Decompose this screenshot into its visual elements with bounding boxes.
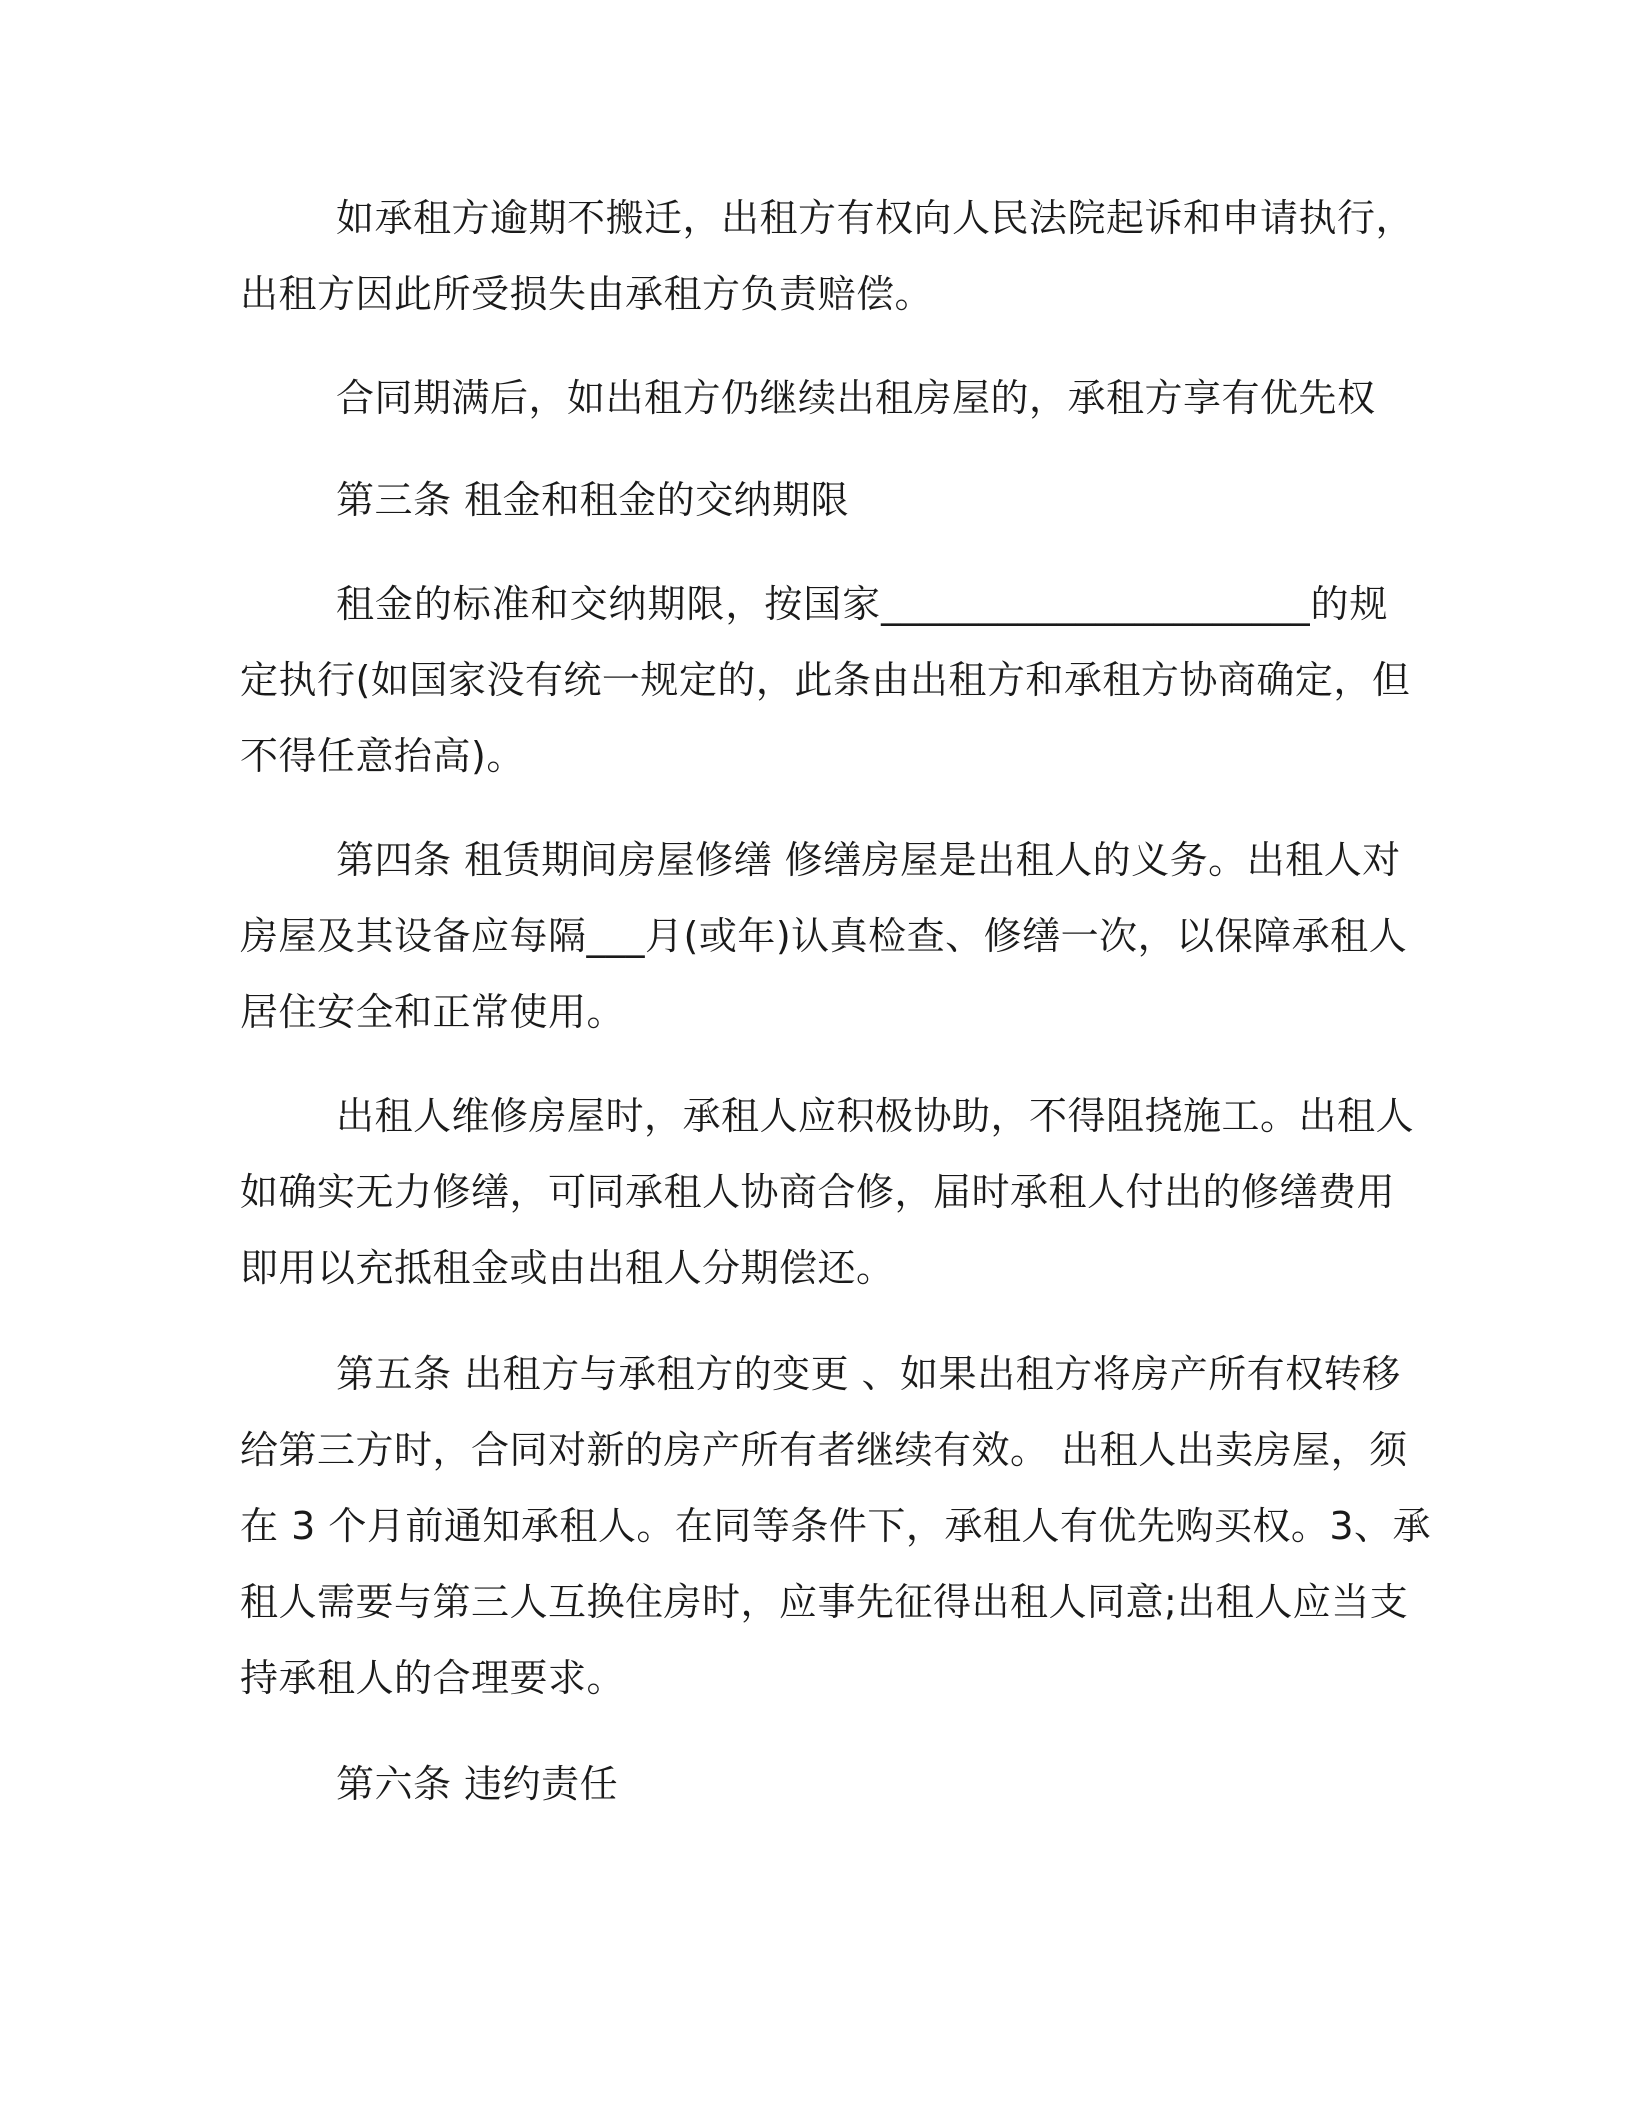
paragraph-7-line-3: 在 3 个月前通知承租人。在同等条件下，承租人有优先购买权。3、承: [240, 1504, 1432, 1548]
paragraph-5-line-2: 房屋及其设备应每隔___月(或年)认真检查、修缮一次，以保障承租人: [240, 914, 1408, 958]
paragraph-2-line-1: 合同期满后，如出租方仍继续出租房屋的，承租方享有优先权: [336, 376, 1376, 420]
document-page: [240, 0, 1432, 2112]
paragraph-1-line-1: 如承租方逾期不搬迁，出租方有权向人民法院起诉和申请执行，: [336, 196, 1415, 240]
paragraph-4-line-1: 租金的标准和交纳期限，按国家______________________的规: [336, 582, 1388, 626]
paragraph-4-line-2: 定执行(如国家没有统一规定的，此条由出租方和承租方协商确定，但: [240, 658, 1411, 702]
paragraph-6-line-2: 如确实无力修缮，可同承租人协商合修，届时承租人付出的修缮费用: [240, 1170, 1396, 1214]
paragraph-7-line-5: 持承租人的合理要求。: [240, 1656, 626, 1700]
paragraph-6-line-3: 即用以充抵租金或由出租人分期偿还。: [240, 1246, 895, 1290]
paragraph-7-line-2: 给第三方时，合同对新的房产所有者继续有效。 出租人出卖房屋，须: [240, 1428, 1408, 1472]
article-3-heading: 第三条 租金和租金的交纳期限: [336, 478, 850, 522]
article-6-heading: 第六条 违约责任: [336, 1762, 619, 1806]
paragraph-1-line-2: 出租方因此所受损失由承租方负责赔偿。: [240, 272, 934, 316]
paragraph-7-line-4: 租人需要与第三人互换住房时，应事先征得出租人同意;出租人应当支: [240, 1580, 1409, 1624]
paragraph-7-line-1: 第五条 出租方与承租方的变更 、如果出租方将房产所有权转移: [336, 1352, 1401, 1396]
paragraph-5-line-3: 居住安全和正常使用。: [240, 990, 626, 1034]
paragraph-5-line-1: 第四条 租赁期间房屋修缮 修缮房屋是出租人的义务。出租人对: [336, 838, 1401, 882]
paragraph-6-line-1: 出租人维修房屋时，承租人应积极协助，不得阻挠施工。出租人: [336, 1094, 1415, 1138]
paragraph-4-line-3: 不得任意抬高)。: [240, 734, 525, 778]
